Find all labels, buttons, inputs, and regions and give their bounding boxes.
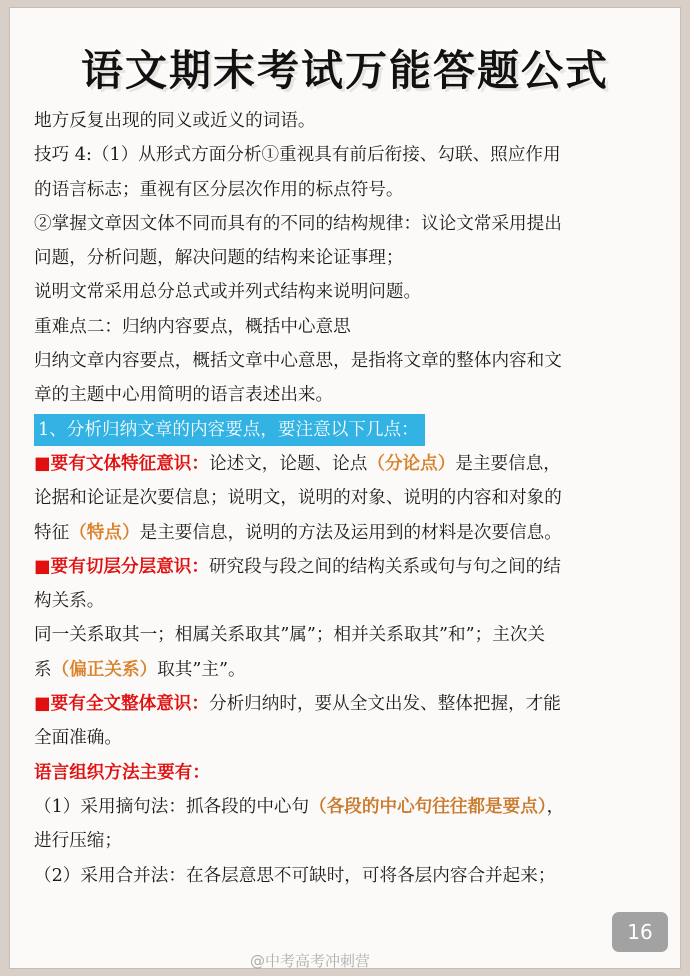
text-line: 技巧 4:（1）从形式方面分析①重视具有前后衔接、勾联、照应作用: [34, 145, 561, 166]
key-point-label: 要有全文整体意识：: [50, 693, 209, 715]
emphasis-span: （偏正关系）: [51, 658, 158, 680]
watermark: @中考高考冲刺营: [250, 952, 371, 970]
text-span: 系: [34, 659, 52, 680]
text-line: 说明文常采用总分总式或并列式结构来说明问题。: [34, 282, 422, 303]
text-line: 的语言标志；重视有区分层次作用的标点符号。: [34, 179, 404, 200]
red-square-bullet-icon: ■: [34, 453, 51, 474]
text-line: 归纳文章内容要点，概括文章中心意思，是指将文章的整体内容和文: [34, 351, 562, 372]
text-line: 进行压缩；: [34, 831, 122, 852]
text-span: 分析归纳时，要从全文出发、整体把握，才能: [208, 694, 561, 715]
red-square-bullet-icon: ■: [34, 694, 51, 715]
text-span: （1）采用摘句法：抓各段的中心句: [34, 796, 310, 817]
text-line: 同一关系取其一；相属关系取其”属”；相并关系取其”和”；主次关: [34, 625, 546, 646]
text-line: [34, 653, 658, 687]
key-point-label: 要有文体特征意识：: [50, 452, 209, 474]
text-line: 重难点二：归纳内容要点，概括中心意思: [34, 316, 351, 337]
subheading: 语言组织方法主要有：: [34, 761, 210, 783]
text-line: （2）采用合并法：在各层意思不可缺时，可将各层内容合并起来；: [34, 865, 556, 886]
text-span: 是主要信息，说明的方法及运用到的材料是次要信息。: [139, 522, 562, 543]
key-point-label: 要有切层分层意识：: [50, 555, 209, 577]
highlighted-heading: 1、分析归纳文章的内容要点，要注意以下几点：: [34, 414, 425, 446]
text-line: 全面准确。: [34, 728, 122, 749]
emphasis-span: （各段的中心句往往都是要点）: [309, 795, 547, 817]
emphasis-span: （分论点）: [367, 452, 456, 474]
document-body: [34, 104, 658, 893]
text-line: 构关系。: [34, 591, 105, 612]
text-span: 论述文，论题、论点: [208, 453, 368, 474]
page-number-badge: 16: [612, 912, 668, 952]
section-heading: [34, 413, 658, 447]
text-line: ②掌握文章因文体不同而具有的不同的结构规律：议论文常采用提出: [34, 213, 562, 234]
text-span: ，: [546, 796, 565, 817]
text-line: [34, 790, 658, 824]
text-line: [34, 447, 658, 481]
text-line: 论据和论证是次要信息；说明文，说明的对象、说明的内容和对象的: [34, 488, 562, 509]
emphasis-span: （特点）: [69, 521, 140, 543]
page-frame: [10, 8, 680, 968]
red-square-bullet-icon: ■: [34, 556, 51, 577]
page-title: 语文期末考试万能答题公式: [80, 46, 609, 95]
text-span: 研究段与段之间的结构关系或句与句之间的结: [208, 556, 561, 577]
text-line: [34, 516, 658, 550]
text-line: 章的主题中心用简明的语言表述出来。: [34, 385, 334, 406]
text-line: [34, 550, 658, 584]
text-span: 取其”主”。: [157, 659, 246, 680]
text-line: [34, 687, 658, 721]
text-span: 特征: [34, 522, 70, 543]
text-line: 地方反复出现的同义或近义的词语。: [34, 111, 316, 131]
text-line: 问题，分析问题，解决问题的结构来论证事理；: [34, 248, 404, 269]
text-span: 是主要信息，: [455, 453, 561, 474]
